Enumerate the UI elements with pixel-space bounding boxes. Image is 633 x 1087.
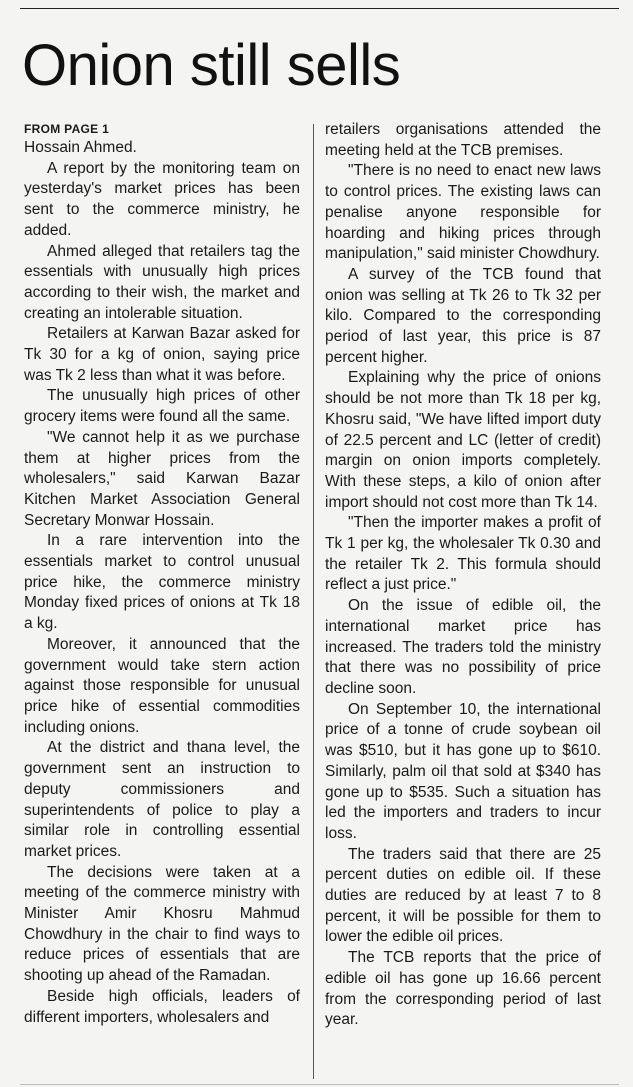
paragraph: Moreover, it announced that the government would take stern action against those responsible for unusual price hike of essential commodities including onions.: [24, 635, 300, 736]
paragraph: "There is no need to enact new laws to control prices. The existing laws can penalise anyone responsible for hoarding and hiking prices through manipulation," said minister Chowdhury.: [325, 162, 601, 263]
paragraph: "Then the importer makes a profit of Tk 1 per kg, the wholesaler Tk 0.30 and the retailer Tk 2. This formula should reflect a just price.": [325, 514, 601, 594]
paragraph: Explaining why the price of onions should be not more than Tk 18 per kg, Khosru said, "We have lifted import duty of 22.5 percent and LC (letter of credit) margin on onion imports completely. With these steps, a kilo of onion after import should not cost more than Tk 14.: [325, 369, 601, 511]
column-divider: [313, 124, 314, 1079]
paragraph: Beside high officials, leaders of different importers, wholesalers and: [24, 987, 300, 1026]
paragraph: A survey of the TCB found that onion was selling at Tk 26 to Tk 32 per kilo. Compared to the corresponding period of last year, this price is 87 percent higher.: [325, 265, 601, 366]
top-rule: [20, 8, 619, 9]
headline: Onion still sells: [22, 33, 401, 98]
article-column-left: [24, 120, 300, 1083]
paragraph: On the issue of edible oil, the international market price has increased. The traders told the ministry that there was no possibility of price decline soon.: [325, 597, 601, 697]
paragraph: retailers organisations attended the meeting held at the TCB premises.: [325, 121, 601, 159]
paragraph: "We cannot help it as we purchase them at higher prices from the wholesalers," said Karwan Bazar Kitchen Market Association General Secretary Monwar Hossain.: [24, 428, 300, 529]
paragraph: The traders said that there are 25 percent duties on edible oil. If these duties are reduced by at least 7 to 8 percent, it will be possible for them to lower the edible oil prices.: [325, 845, 601, 946]
paragraph: On September 10, the international price of a tonne of crude soybean oil was $510, but it has gone up to $610. Similarly, palm oil that sold at $340 has gone up to $535. Such a situation has led the importers and traders to incur loss.: [325, 700, 601, 842]
paragraph: The TCB reports that the price of edible oil has gone up 16.66 percent from the corresponding period of last year.: [325, 949, 601, 1029]
paragraph: Hossain Ahmed.: [24, 139, 137, 156]
paragraph: A report by the monitoring team on yesterday's market prices has been sent to the commerce ministry, he added.: [24, 159, 300, 239]
bottom-rule: [20, 1084, 619, 1085]
paragraph: At the district and thana level, the government sent an instruction to deputy commissioners and superintendents of police to play a similar role in controlling essential market prices.: [24, 739, 300, 860]
paragraph: Retailers at Karwan Bazar asked for Tk 30 for a kg of onion, saying price was Tk 2 less than what it was before.: [24, 325, 300, 384]
kicker: FROM PAGE 1: [24, 122, 110, 136]
article-column-right: [325, 120, 601, 1083]
paragraph: The unusually high prices of other grocery items were found all the same.: [24, 387, 300, 426]
paragraph: The decisions were taken at a meeting of the commerce ministry with Minister Amir Khosru Mahmud Chowdhury in the chair to find ways to reduce prices of essentials that are shooting up ahead of the Ramadan.: [24, 863, 300, 985]
paragraph: In a rare intervention into the essentials market to control unusual price hike, the commerce ministry Monday fixed prices of onions at Tk 18 a kg.: [24, 532, 300, 633]
paragraph: Ahmed alleged that retailers tag the essentials with unusually high prices according to their wish, the market and creating an intolerable situation.: [24, 242, 300, 322]
